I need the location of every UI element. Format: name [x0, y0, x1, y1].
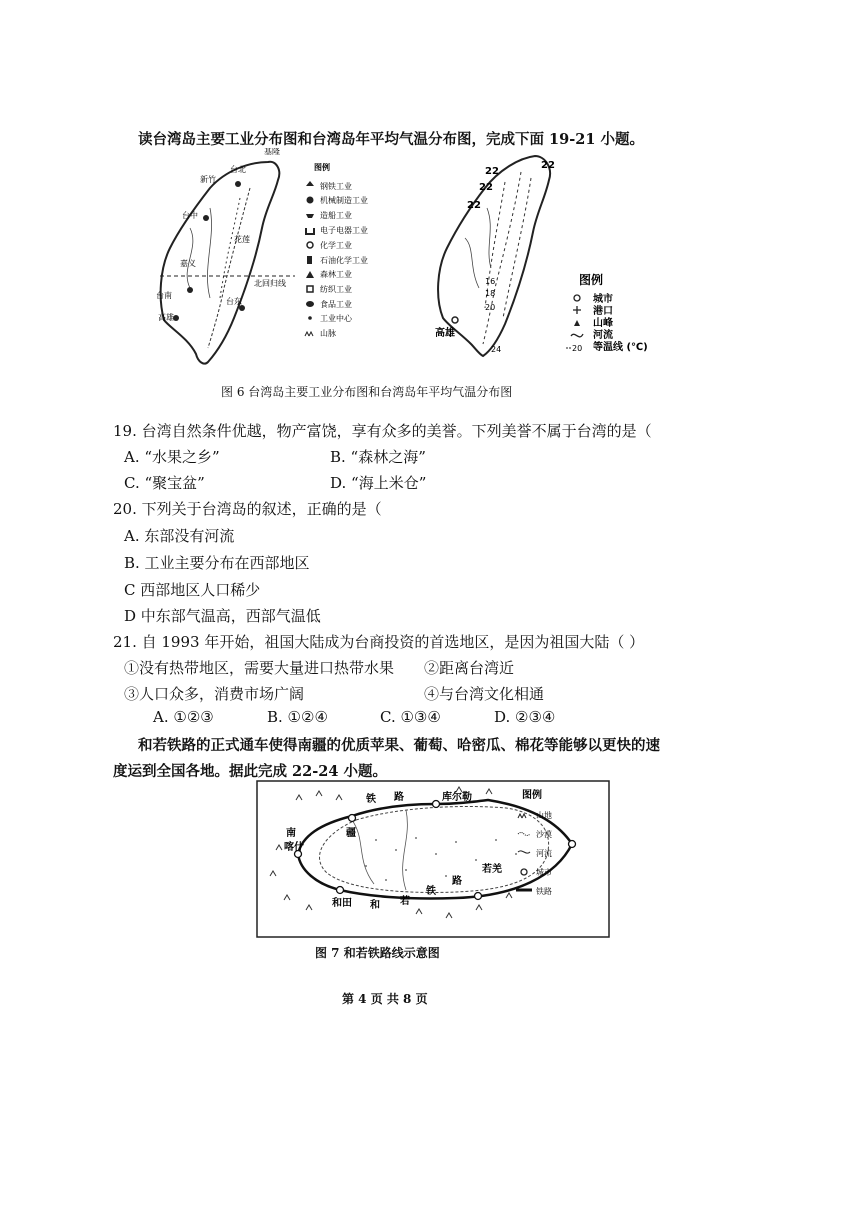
- legend-steel-icon: [306, 181, 314, 186]
- taiwan-temperature-map: [425, 148, 565, 363]
- industry-legend-title: 图例: [314, 163, 330, 172]
- legend-item-food: 食品工业: [320, 300, 352, 309]
- city-label-kaohsiung: 高雄: [158, 313, 174, 322]
- city-label-hsinchu: 新竹: [200, 175, 216, 184]
- legend-item-railway: 铁路: [536, 887, 552, 896]
- intro-text-1: 读台湾岛主要工业分布图和台湾岛年平均气温分布图，完成下面 19-21 小题。: [138, 131, 644, 148]
- isotherm-label-3: 22: [479, 182, 493, 193]
- city-label-chiayi: 嘉义: [180, 259, 196, 268]
- legend-forest-icon: [306, 271, 314, 278]
- isotherm-label-7: 20: [485, 303, 496, 312]
- legend-item-machinery: 机械制造工业: [320, 196, 368, 205]
- question-20-stem: 20. 下列关于台湾岛的叙述，正确的是（: [113, 500, 382, 518]
- question-21-option-d: D. ②③④: [494, 708, 556, 726]
- legend-item-shipbuilding: 造船工业: [320, 211, 352, 220]
- legend-mountain-icon: [305, 332, 313, 336]
- industry-legend: [302, 160, 397, 350]
- legend-river-icon: [571, 334, 583, 337]
- question-21-option-c: C. ①③④: [380, 708, 441, 726]
- isotherm-label-4: 22: [467, 200, 481, 211]
- isotherm-label-1: 22: [485, 166, 499, 177]
- question-21-statement-3: ③人口众多，消费市场广阔: [124, 685, 305, 703]
- legend-peak-icon: [574, 320, 580, 326]
- isotherm-label-2: 22: [541, 160, 555, 171]
- legend-item-petrochemical: 石油化学工业: [320, 256, 368, 265]
- city-label-taichung: 台中: [182, 211, 198, 220]
- legend-item-mountainland: 山地: [536, 811, 552, 820]
- map-label-nan: 南: [286, 828, 296, 839]
- legend-chemical-icon: [307, 242, 313, 248]
- question-20-option-b: B. 工业主要分布在西部地区: [124, 554, 310, 572]
- legend-item-peak: 山峰: [593, 318, 613, 329]
- question-21-option-b: B. ①②④: [267, 708, 328, 726]
- legend-item-industrial-center: 工业中心: [320, 314, 352, 323]
- legend-item-electronics: 电子电器工业: [320, 226, 368, 235]
- legend-food-icon: [306, 301, 314, 307]
- map-label-tie-2: 铁: [426, 886, 436, 897]
- question-20-option-d: D 中东部气温高，西部气温低: [124, 607, 321, 625]
- legend-mountain-icon-2: [518, 814, 526, 818]
- map-label-lu-1: 路: [394, 792, 404, 803]
- city-label-taipei: 台北: [230, 165, 246, 174]
- legend-item-river: 河流: [593, 330, 613, 341]
- railway-legend-title: 图例: [522, 790, 542, 801]
- temperature-legend: [565, 270, 660, 360]
- page-number: 第 4 页 共 8 页: [342, 992, 428, 1006]
- question-21-statement-4: ④与台湾文化相通: [424, 685, 545, 703]
- question-21-statement-1: ①没有热带地区，需要大量进口热带水果: [124, 659, 395, 677]
- question-19-option-d: D. “海上米仓”: [330, 474, 427, 492]
- legend-shipbuilding-icon: [306, 214, 314, 218]
- question-19-option-a: A. “水果之乡”: [124, 448, 220, 466]
- legend-item-city-2: 城市: [536, 868, 552, 877]
- city-label-kashgar: 喀什: [284, 842, 304, 853]
- city-label-tainan: 台南: [156, 291, 172, 300]
- intro-text-2-line-1: 和若铁路的正式通车使得南疆的优质苹果、葡萄、哈密瓜、棉花等能够以更快的速: [138, 737, 660, 754]
- question-21-stem: 21. 自 1993 年开始，祖国大陆成为台商投资的首选地区，是因为祖国大陆（ ）: [113, 633, 645, 651]
- legend-industrial-center-icon: [308, 316, 312, 320]
- question-21-option-a: A. ①②③: [153, 708, 214, 726]
- city-label-hotan: 和田: [332, 898, 352, 909]
- temperature-legend-title: 图例: [579, 273, 604, 287]
- legend-item-textile: 纺织工业: [320, 285, 352, 294]
- map-label-ruo: 若: [400, 896, 410, 907]
- figure-7-caption: 图 7 和若铁路线示意图: [315, 946, 440, 960]
- legend-textile-icon: [307, 286, 313, 292]
- legend-item-forest: 森林工业: [320, 270, 352, 279]
- legend-port-icon: [573, 306, 581, 314]
- intro-text-2-line-2: 度运到全国各地。据此完成 22-24 小题。: [113, 763, 387, 780]
- legend-item-steel: 钢铁工业: [320, 182, 352, 191]
- legend-item-desert: 沙漠: [536, 830, 552, 839]
- city-label-kaohsiung-2: 高雄: [435, 328, 455, 339]
- question-20-option-c: C 西部地区人口稀少: [124, 581, 261, 599]
- legend-machinery-icon: [307, 197, 314, 204]
- map-label-he: 和: [370, 900, 380, 911]
- legend-item-city: 城市: [593, 294, 613, 305]
- legend-petrochemical-icon: [307, 256, 312, 264]
- tropic-of-cancer-label: 北回归线: [254, 279, 286, 288]
- taiwan-industry-map: [150, 148, 300, 370]
- question-19-option-c: C. “聚宝盆”: [124, 474, 205, 492]
- question-21-statement-2: ②距离台湾近: [424, 659, 515, 677]
- city-label-taitung: 台东: [226, 297, 242, 306]
- legend-river-icon-2: [518, 851, 530, 853]
- hotan-ruoqiang-railway-map: [256, 780, 610, 938]
- question-19-stem: 19. 台湾自然条件优越，物产富饶，享有众多的美誉。下列美誉不属于台湾的是（: [113, 422, 652, 440]
- question-20-option-a: A. 东部没有河流: [124, 527, 235, 545]
- legend-item-port: 港口: [593, 306, 613, 317]
- legend-desert-icon: [518, 833, 530, 836]
- legend-city-icon: [574, 295, 580, 301]
- city-label-hualien: 花莲: [234, 235, 250, 244]
- isotherm-label-5: 16: [485, 277, 496, 286]
- map-label-lu-2: 路: [452, 876, 462, 887]
- legend-item-chemical: 化学工业: [320, 241, 352, 250]
- city-label-korla: 库尔勒: [442, 792, 472, 803]
- question-19-option-b: B. “森林之海”: [330, 448, 426, 466]
- legend-city-icon-2: [521, 869, 527, 875]
- legend-isotherm-sample: 20: [572, 344, 583, 353]
- legend-item-isotherm: 等温线 (℃): [593, 342, 648, 353]
- city-label-keelung: 基隆: [264, 148, 280, 156]
- isotherm-label-8: 24: [491, 345, 502, 354]
- map-label-jiang: 疆: [346, 828, 356, 839]
- figure-6-caption: 图 6 台湾岛主要工业分布图和台湾岛年平均气温分布图: [221, 385, 513, 399]
- map-label-tie-1: 铁: [366, 794, 376, 805]
- legend-item-mountain: 山脉: [320, 329, 336, 338]
- legend-electronics-icon: [306, 228, 314, 234]
- legend-item-river-2: 河流: [536, 849, 552, 858]
- city-label-ruoqiang: 若羌: [482, 864, 502, 875]
- isotherm-label-6: 18: [485, 289, 496, 298]
